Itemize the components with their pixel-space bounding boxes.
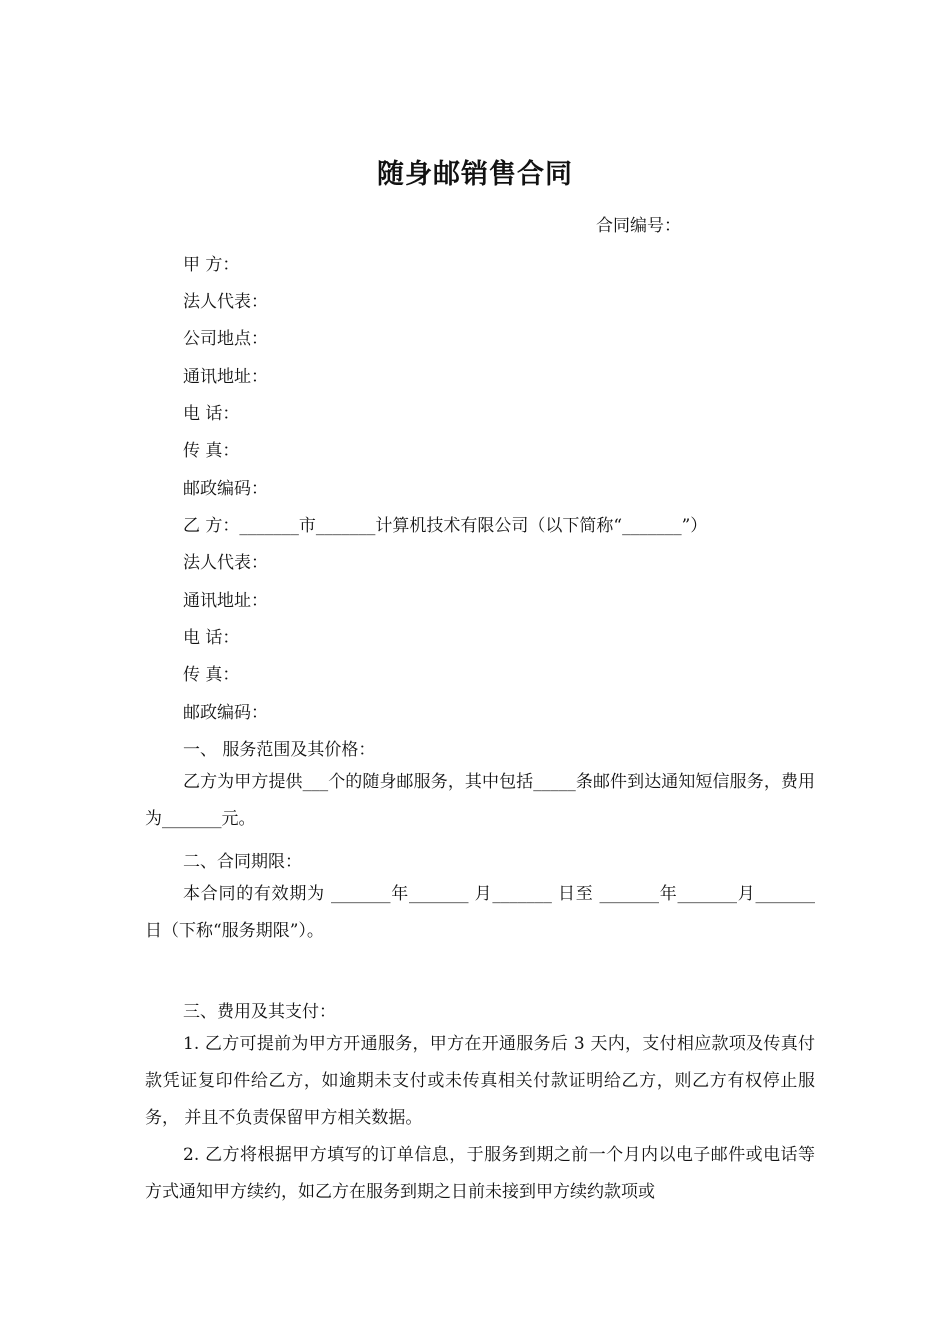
party-a-legal-rep-label: 法人代表：	[183, 292, 268, 312]
party-a-postal-code-label: 邮政编码：	[183, 479, 268, 499]
party-a-name-label: 甲 方：	[183, 255, 240, 275]
party-a-company-address-label: 公司地点：	[183, 329, 268, 349]
party-b-legal-rep-label: 法人代表：	[183, 553, 268, 573]
party-b-mailing-address-label: 通讯地址：	[183, 591, 268, 611]
party-b-postal-code-label: 邮政编码：	[183, 703, 268, 723]
party-a-phone-label: 电 话：	[183, 404, 240, 424]
section-1-body: 乙方为甲方提供___个的随身邮服务，其中包括_____条邮件到达通知短信服务，费用为_______元。	[145, 772, 815, 829]
section-1-heading: 一、 服务范围及其价格：	[183, 740, 376, 760]
section-3-item-1: 1. 乙方可提前为甲方开通服务，甲方在开通服务后 3 天内，支付相应款项及传真付款凭证复印件给乙方，如逾期未支付或未传真相关付款证明给乙方，则乙方有权停止服务， 并且不负责保留甲方相关数据。	[145, 1034, 815, 1128]
party-b-phone-label: 电 话：	[183, 628, 240, 648]
contract-number-label: 合同编号：	[596, 216, 681, 236]
party-b-name-line: 乙 方：_______市_______计算机技术有限公司（以下简称“_______”）	[183, 516, 708, 536]
section-2-body: 本合同的有效期为 _______年_______ 月_______ 日至 _______年_______月_______ 日（下称“服务期限”）。	[145, 884, 815, 941]
section-3-item-2: 2. 乙方将根据甲方填写的订单信息，于服务到期之前一个月内以电子邮件或电话等方式通知甲方续约，如乙方在服务到期之日前未接到甲方续约款项或	[145, 1145, 815, 1202]
section-2-heading: 二、合同期限：	[183, 852, 302, 872]
party-a-fax-label: 传 真：	[183, 441, 240, 461]
party-a-mailing-address-label: 通讯地址：	[183, 367, 268, 387]
party-b-fax-label: 传 真：	[183, 665, 240, 685]
section-3-heading: 三、费用及其支付：	[183, 1002, 336, 1022]
document-title: 随身邮销售合同	[377, 159, 573, 190]
